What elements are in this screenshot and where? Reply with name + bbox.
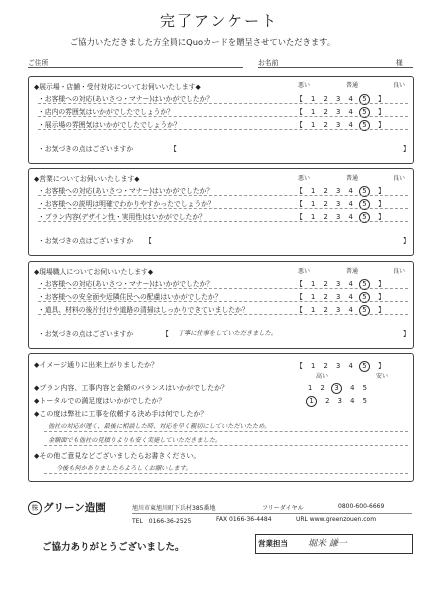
section3-q1-rating[interactable]: 【 1 2 3 4 5 】 [296,280,385,288]
scale-good-label: 良い [393,268,406,275]
section3-q3-rating[interactable]: 【 1 2 3 4 5 】 [296,306,385,314]
section1-comment-label: ・お気づきの点はございますか [38,145,134,153]
selected-rating: 5 [359,305,370,316]
section2-q1: ・お客様への対応(あいさつ・マナー)はいかがでしたか？ [38,187,214,195]
company-url[interactable]: URL www.greenzouen.com [296,516,377,523]
selected-rating: 5 [359,292,370,303]
section2-q3: ・プラン内容(デザイン性・実用性)はいかがでしたか？ [38,213,206,221]
section1-q2: ・店内の雰囲気はいかがでしたでしょうか？ [38,108,174,116]
section4-q4: ◆この度は弊社に工事を依頼する決め手は何でしたか？ [34,410,208,418]
section4-q1: ◆イメージ通りに出来上がりましたか？ [34,361,159,369]
section4-q5-answer: 今後も何かありましたらよろしくお願いします。 [56,465,192,472]
scale-good-label: 良い [393,175,406,182]
section4-q2: ◆プラン内容、工事内容と金額のバランスはいかがでしたか？ [34,384,229,392]
section2-comment-label: ・お気づきの点はございますか [38,237,134,245]
section4-q3-rating[interactable]: 1 2 3 4 5 [308,396,367,407]
company-address: 旭川市東旭川町下兵村385番地 [132,505,216,512]
scale-good-label: 良い [393,82,406,89]
section4-q5: ◆その他ご意見などございましたらお書きください。 [34,452,201,460]
section1-q3: ・展示場の雰囲気はいかがでしたでしょうか？ [38,121,181,129]
selected-rating: 1 [306,396,317,407]
free-dial-label: フリーダイヤル [262,505,304,512]
section2-heading: ◆営業についてお伺いいたします◆ [34,175,140,183]
section1-q1-rating[interactable]: 【 1 2 3 4 5 】 [296,95,385,103]
section1-comment-open: 【 [170,145,177,153]
scale-high-label: 高い [316,373,329,380]
address-field-line[interactable] [28,67,243,68]
selected-rating: 5 [359,279,370,290]
scale-normal-label: 普通 [346,82,359,89]
company-name: グリーン造園 [43,502,106,514]
section2-comment-open: 【 [145,237,152,245]
selected-rating: 5 [359,212,370,223]
section1-heading: ◆展示場・店舗・受付対応についてお伺いいたします◆ [34,83,201,91]
company-tel[interactable]: TEL 0166-36-2525 [132,518,192,525]
section3-q1: ・お客様への対応(あいさつ・マナー)はいかがでしたか？ [38,280,214,288]
section2-q2: ・お客様への説明は明確でわかりやすかったでしょうか？ [38,200,215,208]
name-label: お名前 [258,59,279,67]
section2-comment-close: 】 [403,237,410,245]
free-dial-number[interactable]: 0800-600-6669 [338,503,385,510]
company-logo: 株 [28,501,42,515]
name-field-line[interactable] [258,67,413,68]
address-label: ご住所 [28,59,49,67]
selected-rating: 5 [359,186,370,197]
staff-label: 営業担当 [258,539,288,548]
company-fax: FAX 0166-36-4484 [216,516,272,523]
section3-comment-open: 【 [162,330,169,338]
section2-q2-rating[interactable]: 【 1 2 3 4 5 】 [296,200,385,208]
selected-rating: 5 [359,361,370,372]
section3-q3: ・道具、材料の後片付けや道路の清掃はしっかりできていましたか？ [38,306,249,314]
section3-comment-close: 】 [403,330,410,338]
section4-q3: ◆トータルでの満足度はいかがでしたか？ [34,397,166,405]
staff-name: 堀米 謙一 [308,539,347,549]
thanks-message: ご協力ありがとうございました。 [42,542,185,553]
survey-title: 完了アンケート [160,12,279,30]
section3-comment-answer: 丁寧に仕事をしていただきました。 [178,330,277,337]
scale-bad-label: 悪い [298,175,311,182]
selected-rating: 5 [359,94,370,105]
section4-q4-answer1: 他社の対応が遅く、最後に相談した時、対応を早く親切にしていただいたため。 [48,423,271,430]
section2-q3-rating[interactable]: 【 1 2 3 4 5 】 [296,213,385,221]
section3-q2: ・お客様への安全面や近隣住民への配慮はいかがでしたか？ [38,293,222,301]
selected-rating: 5 [359,120,370,131]
honorific: 様 [396,59,403,67]
section2-q1-rating[interactable]: 【 1 2 3 4 5 】 [296,187,385,195]
intro-text: ご協力いただきました方全員にQuoカードを贈呈させていただきます。 [70,37,336,47]
selected-rating: 3 [331,383,342,394]
section1-q3-rating[interactable]: 【 1 2 3 4 5 】 [296,121,385,129]
section1-q1: ・お客様への対応(あいさつ・マナー)はいかがでしたか？ [38,95,214,103]
section4-q1-rating[interactable]: 【 1 2 3 4 5 】 [296,362,385,370]
section4-q2-rating[interactable]: 1 2 3 4 5 [308,384,367,392]
scale-bad-label: 悪い [298,268,311,275]
scale-bad-label: 悪い [298,82,311,89]
scale-cheap-label: 安い [376,373,389,380]
scale-normal-label: 普通 [346,268,359,275]
section4-q4-answer2: 金額面でも他社の見積りよりも安く実施していただきました。 [48,437,222,444]
selected-rating: 5 [359,107,370,118]
selected-rating: 5 [359,199,370,210]
scale-normal-label: 普通 [346,175,359,182]
section1-q2-rating[interactable]: 【 1 2 3 4 5 】 [296,108,385,116]
section3-q2-rating[interactable]: 【 1 2 3 4 5 】 [296,293,385,301]
section3-heading: ◆現場職人についてお伺いいたします◆ [34,268,154,276]
section3-comment-label: ・お気づきの点はございますか [38,330,134,338]
section1-comment-close: 】 [403,145,410,153]
